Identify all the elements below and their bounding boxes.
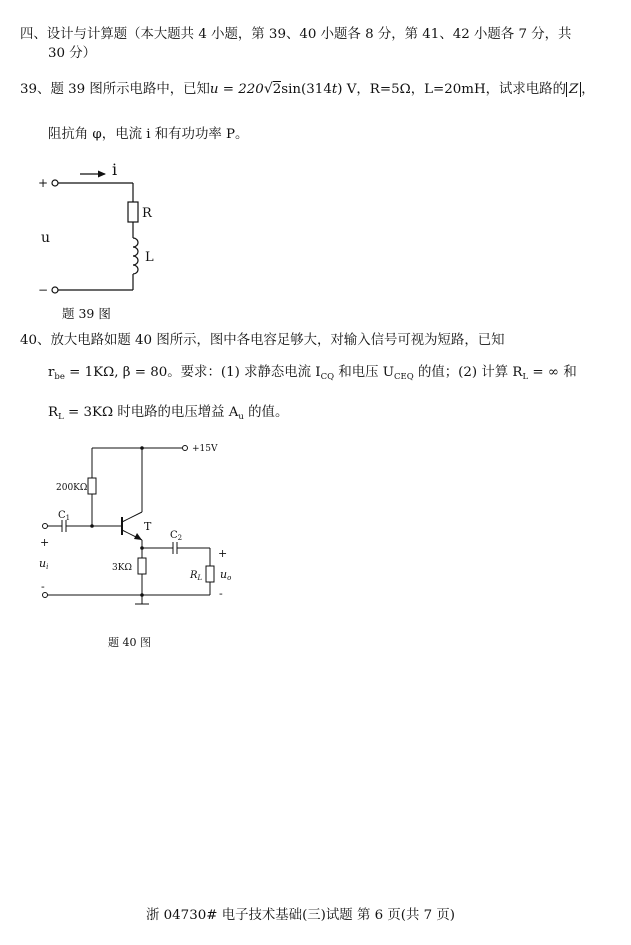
terminal-top xyxy=(52,180,58,186)
junction-base xyxy=(90,524,94,528)
page-footer: 浙 04730# 电子技术基础(三)试题 第 6 页(共 7 页) xyxy=(146,908,456,923)
q40-req-intro: 。要求：(1) 求静态电流 I xyxy=(167,365,321,380)
resistor-rb xyxy=(88,478,96,494)
fig39-current-label: i xyxy=(112,160,118,179)
q39-z-abs xyxy=(566,82,581,97)
fig40-plus-in: + xyxy=(40,536,50,549)
fig40-c2: $C_2$ xyxy=(170,530,183,542)
fig40-transistor: T xyxy=(144,520,152,533)
fig40-minus-in: - xyxy=(41,580,45,593)
sqrt-sign: √ xyxy=(263,81,273,97)
inductor-l xyxy=(133,238,138,274)
q40-and: 和电压 U xyxy=(334,365,395,380)
q39-u-sin: sin(314 xyxy=(281,82,332,97)
q39-line1 xyxy=(20,80,595,99)
fig40-re: 3KΩ xyxy=(112,563,132,573)
section-title-line1: 四、设计与计算题（本大题共 4 小题，第 39、40 小题各 8 分，第 41、42 小题各 7 分，共 xyxy=(20,27,572,42)
junction-emitter xyxy=(140,546,144,550)
fig40-ui: ui xyxy=(39,557,49,571)
fig40-c1: $C_1$ xyxy=(58,510,71,522)
q40-intro: 放大电路如题 40 图所示，图中各电容足够大，对输入信号可视为短路，已知 xyxy=(50,333,505,348)
line3-r: R xyxy=(48,405,59,420)
fig40-vcc: +15V xyxy=(192,444,218,454)
junction-collector xyxy=(140,446,144,450)
q39-u-close: ) V，R=5Ω，L=20mH，试求电路的 xyxy=(337,82,566,97)
q39-z-label: Z xyxy=(568,82,579,97)
input-terminal xyxy=(43,524,48,529)
collector-lead xyxy=(122,512,142,522)
q40-line1 xyxy=(20,332,505,350)
fig39-inductor-label: L xyxy=(145,250,154,265)
fig40-uo: uo xyxy=(220,568,232,582)
fig39-minus: − xyxy=(38,283,49,297)
current-arrow-icon xyxy=(98,171,106,178)
uceq-sub: CEQ xyxy=(394,372,414,382)
vcc-terminal xyxy=(183,446,188,451)
resistor-r xyxy=(128,202,138,222)
resistor-rl xyxy=(206,566,214,582)
rbe-symbol: r xyxy=(48,365,55,380)
q39-comma: ， xyxy=(581,82,595,97)
figure-39-caption: 题 39 图 xyxy=(62,306,111,321)
figure-39-circuit xyxy=(30,160,160,295)
rl-sub: L xyxy=(522,372,529,382)
fig40-minus-out: - xyxy=(219,587,223,600)
rbe-values: = 1KΩ, β = 80 xyxy=(64,365,168,380)
figure-40-circuit xyxy=(30,438,260,613)
sqrt-arg: 2 xyxy=(272,82,282,97)
resistor-re xyxy=(138,558,146,574)
q40-inf: = ∞ 和 xyxy=(528,365,577,380)
au-sub: u xyxy=(238,412,244,422)
terminal-bottom xyxy=(52,287,58,293)
line3-sub: L xyxy=(58,412,64,422)
fig40-plus-out: + xyxy=(218,547,228,560)
q39-number: 39、 xyxy=(20,82,51,97)
section-title-line2: 30 分） xyxy=(48,46,97,61)
junction-ground xyxy=(140,593,144,597)
line3-rest: = 3KΩ 时电路的电压增益 A xyxy=(63,405,239,420)
fig39-resistor-label: R xyxy=(142,206,152,221)
q40-line3 xyxy=(48,404,288,426)
q40-calc: 的值；(2) 计算 R xyxy=(413,365,523,380)
fig40-rb: 200KΩ xyxy=(56,483,88,493)
fig40-rl: $R_L$ xyxy=(190,570,203,582)
fig39-plus: + xyxy=(38,176,49,190)
line3-end: 的值。 xyxy=(243,405,289,420)
q40-line2 xyxy=(48,364,577,386)
ground-terminal xyxy=(43,593,48,598)
q39-line2: 阻抗角 φ，电流 i 和有功功率 P。 xyxy=(48,127,249,142)
q40-number: 40、 xyxy=(20,333,51,348)
figure-40-caption: 题 40 图 xyxy=(108,636,151,649)
q39-u-t: t xyxy=(331,82,338,97)
q39-u-lhs: u = 220 xyxy=(209,82,264,97)
rbe-sub: be xyxy=(54,372,65,382)
q39-intro: 题 39 图所示电路中，已知 xyxy=(50,82,210,97)
icq-sub: CQ xyxy=(320,372,335,382)
fig39-voltage-label: u xyxy=(41,230,51,246)
